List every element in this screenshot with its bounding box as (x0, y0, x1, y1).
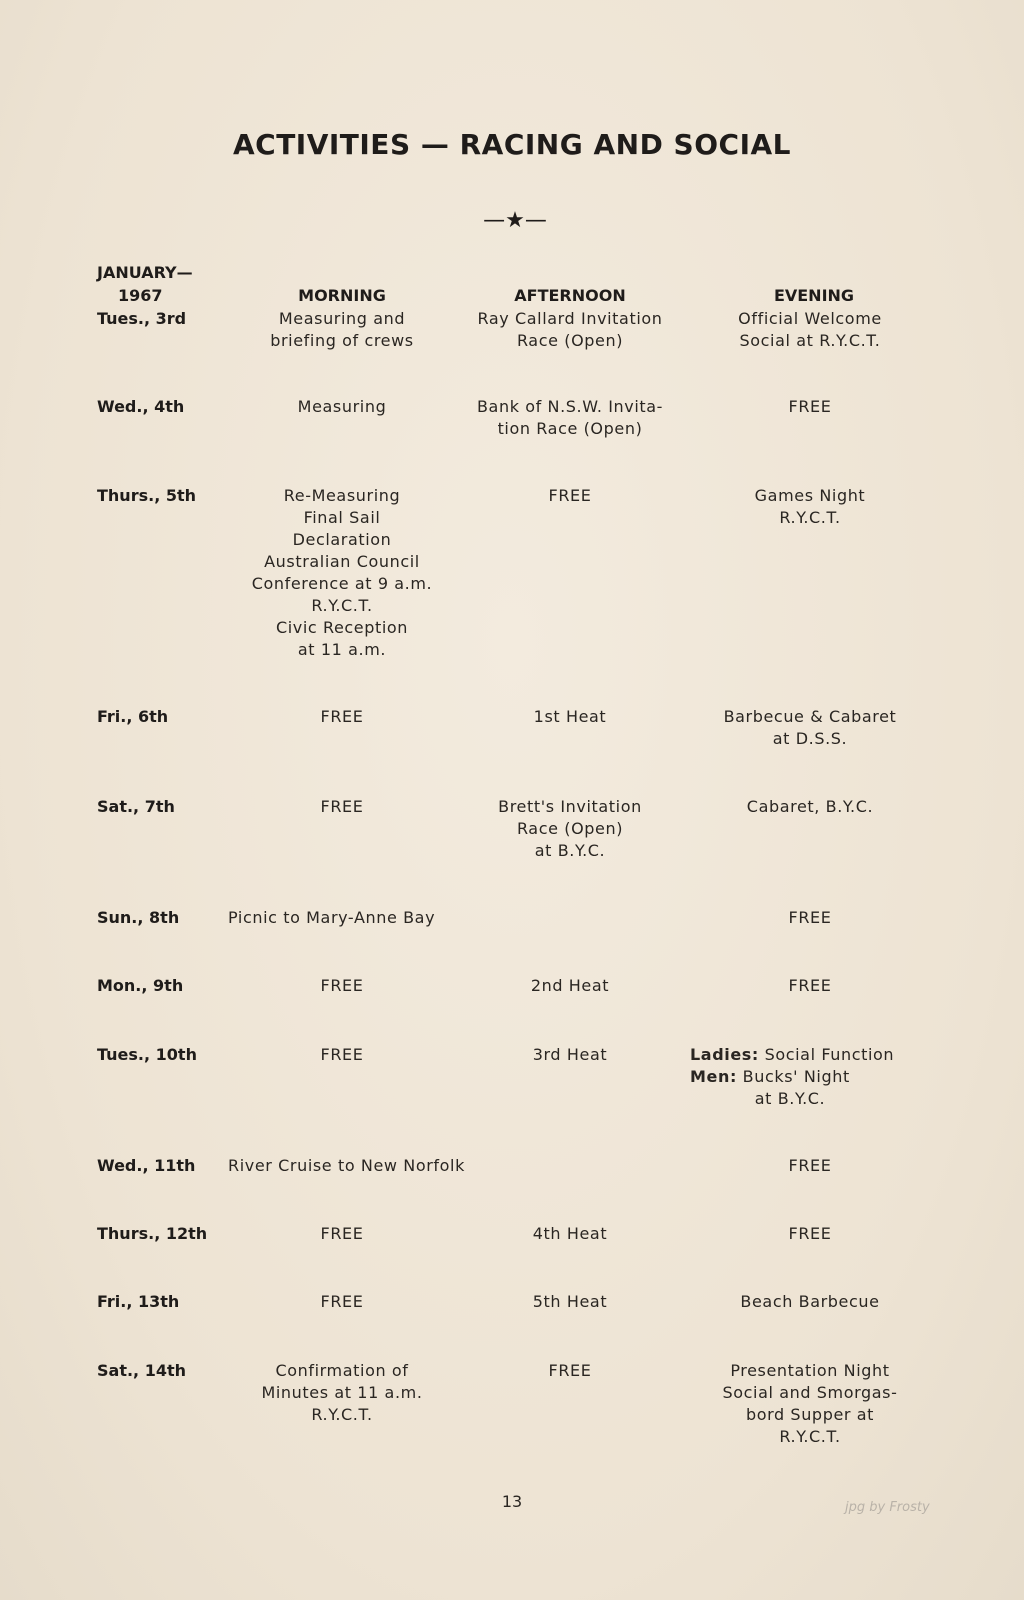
row-afternoon-line: Race (Open) (516, 331, 624, 350)
row-evening-line: R.Y.C.T. (779, 1427, 841, 1446)
row-afternoon-line: 5th Heat (532, 1292, 608, 1311)
row-afternoon-line: Ray Callard Invitation (477, 309, 663, 328)
row-morning-line: Re-Measuring (283, 486, 401, 505)
row-evening-line (690, 1044, 920, 1066)
row-evening-line: Barbecue & Cabaret (723, 707, 897, 726)
row-evening-line: FREE (788, 908, 832, 927)
header-year: 1967 (118, 286, 163, 305)
row-morning-line: Measuring and (278, 309, 406, 328)
row-evening-line: Beach Barbecue (740, 1292, 880, 1311)
row-evening-line: at B.Y.C. (754, 1089, 826, 1108)
row-evening-line: Social at R.Y.C.T. (739, 331, 881, 350)
row-afternoon-line: Race (Open) (516, 819, 624, 838)
row-morning-line: FREE (320, 1224, 364, 1243)
row-morning-line: Declaration (292, 530, 392, 549)
row-evening-line: Games Night (754, 486, 866, 505)
row-date: Tues., 10th (97, 1045, 197, 1064)
row-afternoon-line: Bank of N.S.W. Invita- (476, 397, 664, 416)
evening-audience-label: Ladies: (690, 1045, 759, 1064)
row-evening-line: R.Y.C.T. (779, 508, 841, 527)
row-afternoon-line: 2nd Heat (530, 976, 610, 995)
row-morning-line: R.Y.C.T. (311, 596, 373, 615)
header-afternoon: AFTERNOON (514, 286, 626, 305)
row-morning-line: Measuring (297, 397, 387, 416)
page-title: ACTIVITIES — RACING AND SOCIAL (232, 128, 792, 161)
row-morning-line: at 11 a.m. (297, 640, 387, 659)
row-afternoon-line: 1st Heat (533, 707, 607, 726)
row-date: Fri., 13th (97, 1292, 180, 1311)
row-evening-line: at D.S.S. (772, 729, 848, 748)
row-evening-line (690, 1066, 920, 1088)
row-afternoon-line: tion Race (Open) (497, 419, 643, 438)
row-evening-line: bord Supper at (745, 1405, 875, 1424)
row-evening-line: FREE (788, 397, 832, 416)
row-date: Wed., 4th (97, 397, 185, 416)
row-date: Fri., 6th (97, 707, 169, 726)
header-evening: EVENING (773, 286, 855, 305)
row-date: Sat., 7th (97, 797, 175, 816)
row-evening-line: Official Welcome (738, 309, 882, 328)
row-evening-line: FREE (788, 1224, 832, 1243)
row-afternoon-line: FREE (548, 486, 592, 505)
star-divider: —★— (483, 208, 547, 233)
row-date: Wed., 11th (97, 1156, 196, 1175)
row-morning-line: FREE (320, 707, 364, 726)
row-morning-line: Conference at 9 a.m. (251, 574, 433, 593)
row-date: Thurs., 5th (97, 486, 197, 505)
row-morning-line: briefing of crews (270, 331, 414, 350)
row-morning-line: R.Y.C.T. (311, 1405, 373, 1424)
row-evening-line: FREE (788, 976, 832, 995)
row-date: Thurs., 12th (97, 1224, 208, 1243)
row-morning-line: Minutes at 11 a.m. (261, 1383, 423, 1402)
row-morning-line: FREE (320, 797, 364, 816)
page-number: 13 (501, 1492, 523, 1511)
row-afternoon-line: 3rd Heat (532, 1045, 608, 1064)
watermark: jpg by Frosty (845, 1500, 930, 1515)
row-afternoon-line: 4th Heat (532, 1224, 608, 1243)
row-evening-line: Presentation Night (730, 1361, 890, 1380)
row-morning-line: Confirmation of (275, 1361, 409, 1380)
row-morning-line: Civic Reception (275, 618, 409, 637)
row-morning-line: FREE (320, 1292, 364, 1311)
row-all-day-activity: Picnic to Mary-Anne Bay (228, 908, 436, 927)
row-afternoon-line: FREE (548, 1361, 592, 1380)
row-afternoon-line: Brett's Invitation (498, 797, 642, 816)
row-date: Tues., 3rd (97, 309, 187, 328)
row-date: Sat., 14th (97, 1361, 186, 1380)
row-evening-line: Cabaret, B.Y.C. (746, 797, 874, 816)
row-evening-line: FREE (788, 1156, 832, 1175)
row-evening-line: Social and Smorgas- (722, 1383, 898, 1402)
evening-activity: Bucks' Night (742, 1067, 850, 1086)
row-morning-line: FREE (320, 976, 364, 995)
header-morning: MORNING (298, 286, 386, 305)
row-all-day-activity: River Cruise to New Norfolk (228, 1156, 465, 1175)
header-month: JANUARY— (97, 263, 193, 282)
evening-activity: Social Function (764, 1045, 895, 1064)
row-date: Mon., 9th (97, 976, 184, 995)
row-afternoon-line: at B.Y.C. (534, 841, 606, 860)
row-morning-line: FREE (320, 1045, 364, 1064)
row-date: Sun., 8th (97, 908, 180, 927)
row-morning-line: Final Sail (303, 508, 381, 527)
row-morning-line: Australian Council (264, 552, 420, 571)
evening-audience-label: Men: (690, 1067, 737, 1086)
